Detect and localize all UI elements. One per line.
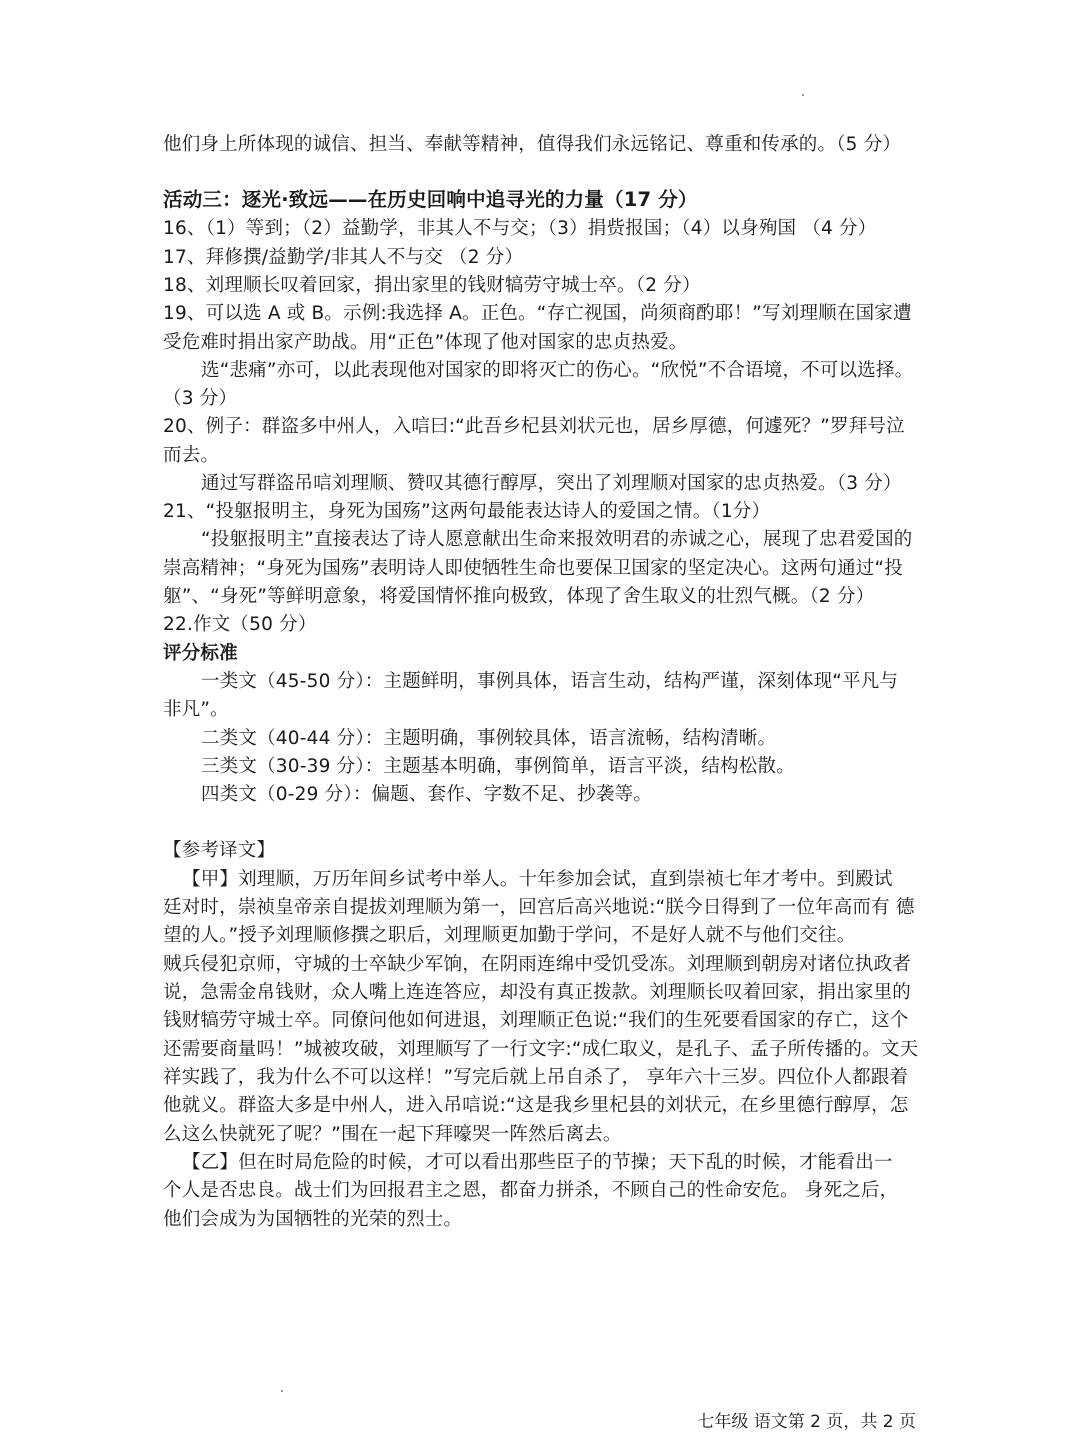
translation-jia-line4: 贼兵侵犯京师，守城的士卒缺少军饷，在阴雨连绵中受饥受冻。刘理顺到朝房对诸位执政者 (163, 954, 912, 975)
answer-21-line1: 21、“投躯报明主，身死为国殇”这两句最能表达诗人的爱国之情。（1分） (163, 501, 771, 522)
translation-jia-line2: 廷对时，崇祯皇帝亲自提拔刘理顺为第一，回宫后高兴地说:“朕今日得到了一位年高而有 德 (163, 897, 915, 918)
answer-20-line3: 通过写群盗吊唁刘理顺、赞叹其德行醇厚，突出了刘理顺对国家的忠贞热爱。（3 分） (201, 473, 902, 494)
answer-21-line3: 崇高精神；“身死为国殇”表明诗人即使牺牲生命也要保卫国家的坚定决心。这两句通过“投 (163, 558, 903, 579)
translation-jia-line8: 祥实践了，我为什么不可以这样！”写完后就上吊自杀了， 享年六十三岁。四位仆人都跟着 (163, 1067, 909, 1088)
answer-19-line3: 选“悲痛”亦可，以此表现他对国家的即将灭亡的伤心。“欣悦”不合语境，不可以选择。 (201, 360, 914, 381)
answer-19-score: （3 分） (163, 388, 238, 409)
translation-jia-line5: 说，急需金帛钱财，众人嘴上连连答应，却没有真正拨款。刘理顺长叹着回家，捐出家里的 (163, 982, 912, 1003)
activity3-heading: 活动三：逐光·致远——在历史回响中追寻光的力量（17 分） (163, 188, 698, 211)
translation-jia-line6: 钱财犒劳守城士卒。同僚问他如何进退，刘理顺正色说:“我们的生死要看国家的存亡，这个 (163, 1010, 909, 1031)
answer-17: 17、拜修撰/益勤学/非其人不与交 （2 分） (163, 247, 524, 268)
translation-yi-line2: 个人是否忠良。战士们为回报君主之恩，都奋力拼杀，不顾自己的性命安危。 身死之后， (163, 1180, 899, 1201)
answer-21-line4: 躯”、“身死”等鲜明意象，将爱国情怀推向极致，体现了舍生取义的壮烈气概。（2 分） (163, 586, 875, 607)
answer-22: 22.作文（50 分） (163, 614, 317, 635)
answer-21-line2: “投躯报明主”直接表达了诗人愿意献出生命来报效明君的赤诚之心，展现了忠君爱国的 (201, 529, 913, 550)
translation-jia-line9: 他就义。群盗大多是中州人，进入吊唁说:“这是我乡里杞县的刘状元，在乡里德行醇厚，怎 (163, 1095, 909, 1116)
answer-20-line2: 而去。 (163, 445, 220, 466)
top-continuation-line: 他们身上所体现的诚信、担当、奉献等精神，值得我们永远铭记、尊重和传承的。（5 分） (163, 134, 902, 155)
translation-jia-line7: 还需要商量吗！”城被攻破，刘理顺写了一行文字:“成仁取义，是孔子、孟子所传播的。文天 (163, 1039, 919, 1060)
page-footer: 七年级 语文第 2 页，共 2 页 (697, 1412, 916, 1432)
answer-19-line2: 受危难时捐出家产助战。用“正色”体现了他对国家的忠贞热爱。 (163, 332, 688, 353)
translation-jia-line10: 么这么快就死了呢？”围在一起下拜嚎哭一阵然后离去。 (163, 1124, 622, 1145)
translation-jia-line1: 【甲】刘理顺，万历年间乡试考中举人。十年参加会试，直到崇祯七年才考中。到殿试 (182, 869, 893, 890)
translation-yi-line1: 【乙】但在时局危险的时候，才可以看出那些臣子的节操；天下乱的时候，才能看出一 (182, 1152, 893, 1173)
scan-speck (802, 94, 804, 96)
criteria-class-1: 一类文（45-50 分）：主题鲜明，事例具体，语言生动，结构严谨，深刻体现“平凡与 (201, 671, 899, 692)
answer-19-line1: 19、可以选 A 或 B。示例:我选择 A。正色。“存亡视国，尚须商酌耶！”写刘理顺在国家遭 (163, 303, 912, 324)
criteria-class-1-cont: 非凡”。 (163, 699, 229, 720)
answer-20-line1: 20、例子：群盗多中州人，入唁曰:“此吾乡杞县刘状元也，居乡厚德，何遽死？”罗拜号泣 (163, 416, 905, 437)
translation-jia-line3: 望的人。”授予刘理顺修撰之职后，刘理顺更加勤于学问，不是好人就不与他们交往。 (163, 925, 856, 946)
answer-18: 18、刘理顺长叹着回家，捐出家里的钱财犒劳守城士卒。（2 分） (163, 275, 701, 296)
translation-yi-line3: 他们会成为为国牺牲的光荣的烈士。 (163, 1209, 463, 1230)
translation-title: 【参考译文】 (163, 840, 276, 861)
answer-16: 16、（1）等到；（2）益勤学，非其人不与交；（3）捐赀报国；（4）以身殉国 （4 分） (163, 218, 877, 239)
criteria-class-3: 三类文（30-39 分）：主题基本明确，事例简单，语言平淡，结构松散。 (201, 756, 795, 777)
criteria-class-2: 二类文（40-44 分）：主题明确，事例较具体，语言流畅，结构清晰。 (201, 728, 777, 749)
scan-speck (281, 1390, 283, 1392)
criteria-title: 评分标准 (163, 643, 238, 664)
criteria-class-4: 四类文（0-29 分）：偏题、套作、字数不足、抄袭等。 (201, 784, 653, 805)
